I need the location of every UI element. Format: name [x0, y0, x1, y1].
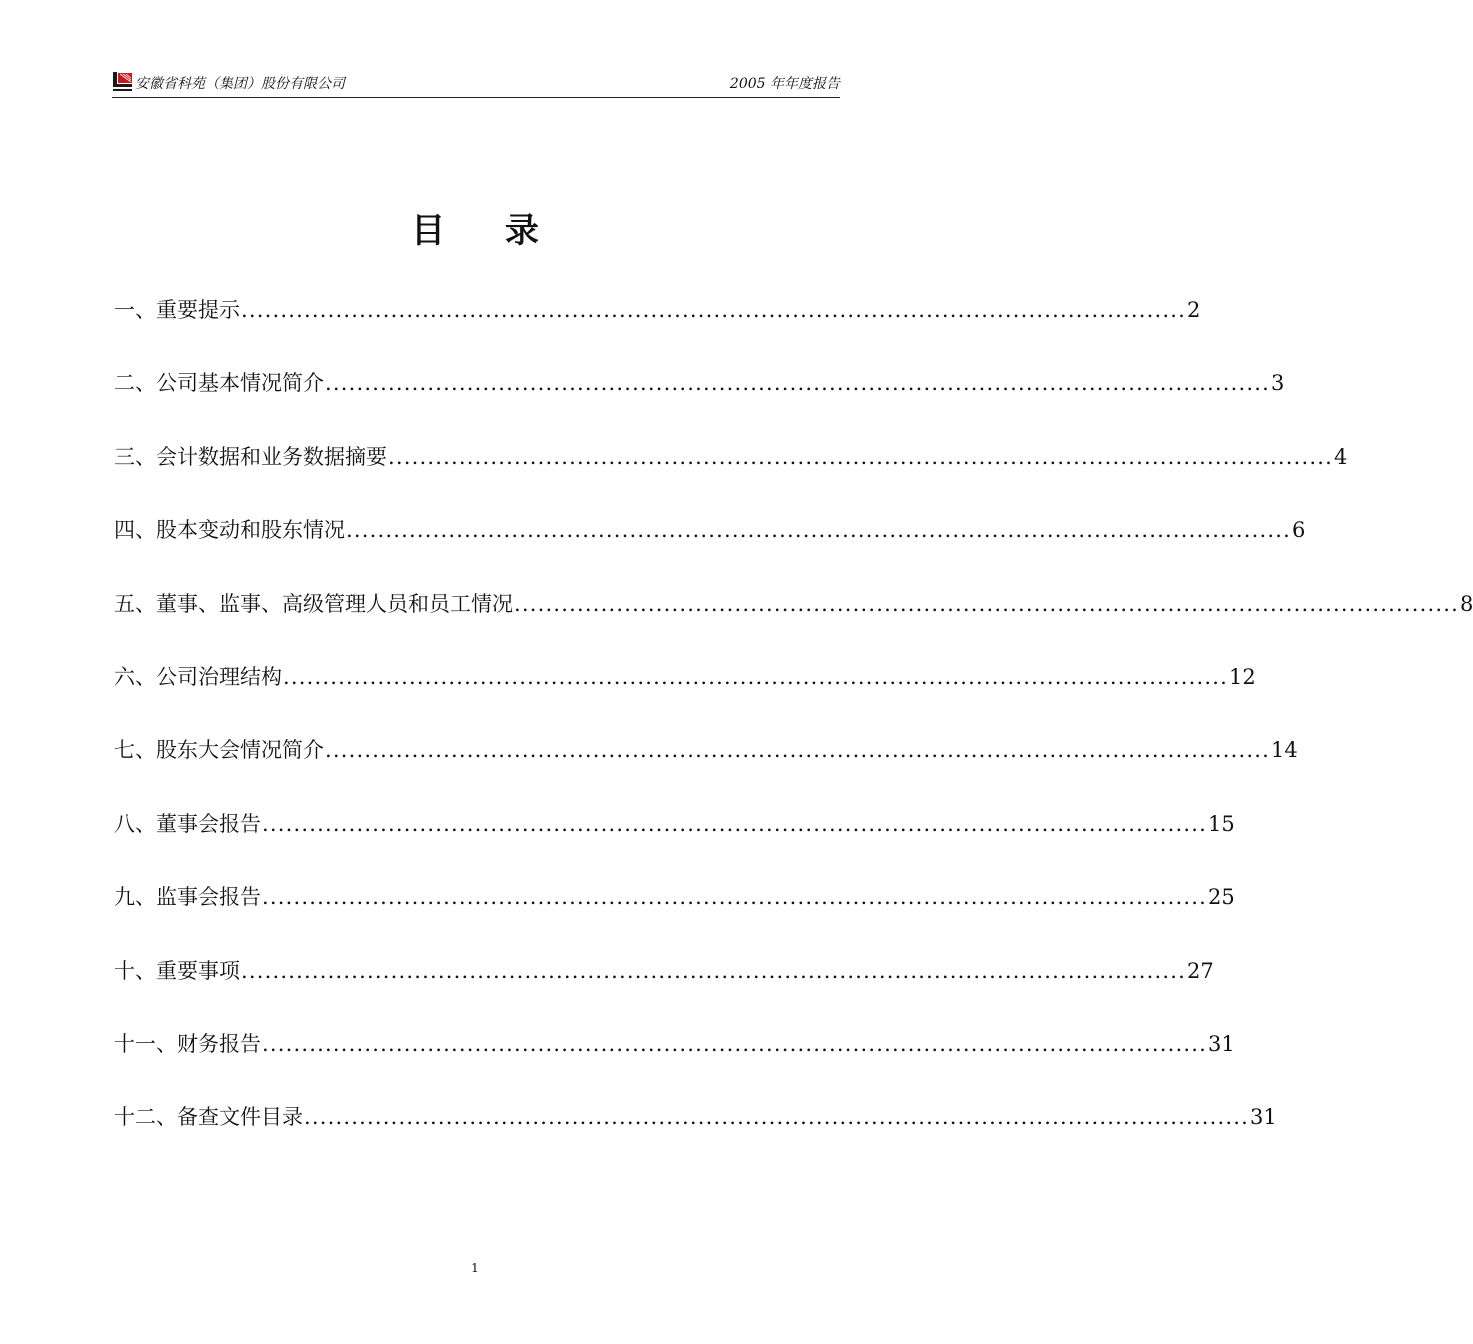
toc-entry-page: 8 — [1460, 591, 1473, 616]
report-title: 2005 年年度报告 — [729, 76, 840, 92]
toc-entry-label: 九、监事会报告 — [114, 885, 261, 910]
toc-leader-dots: ........................................................................................................................ — [325, 738, 1271, 763]
page-header — [112, 70, 840, 96]
toc-entry[interactable] — [114, 437, 1348, 510]
toc-entry[interactable] — [114, 1097, 1277, 1170]
toc-leader-dots: ........................................................................................................................ — [262, 885, 1208, 910]
page-title: 目 录 — [411, 211, 563, 251]
toc-entry-label: 六、公司治理结构 — [114, 664, 282, 689]
toc-entry[interactable] — [114, 584, 1473, 657]
toc-entry-label: 八、董事会报告 — [114, 811, 261, 836]
header-divider — [112, 97, 840, 98]
toc-entry-page: 6 — [1292, 518, 1306, 543]
toc-entry[interactable] — [114, 951, 1214, 1024]
toc-leader-dots: ........................................................................................................................ — [514, 591, 1460, 616]
toc-entry-page: 25 — [1208, 885, 1235, 910]
toc-entry-label: 十、重要事项 — [114, 958, 240, 983]
toc-entry-page: 3 — [1271, 371, 1285, 396]
toc-entry-page: 31 — [1250, 1105, 1277, 1130]
toc-entry-label: 二、公司基本情况简介 — [114, 371, 324, 396]
toc-entry-page: 4 — [1334, 444, 1348, 469]
toc-entry[interactable] — [114, 804, 1235, 877]
toc-entry[interactable] — [114, 510, 1306, 583]
toc-entry[interactable] — [114, 877, 1235, 950]
toc-entry-page: 15 — [1208, 811, 1235, 836]
toc-leader-dots: ........................................................................................................................ — [262, 811, 1208, 836]
toc-entry-page: 31 — [1208, 1031, 1235, 1056]
toc-leader-dots: ........................................................................................................................ — [262, 1031, 1208, 1056]
toc-entry-page: 12 — [1229, 664, 1256, 689]
toc-entry-label: 三、会计数据和业务数据摘要 — [114, 444, 387, 469]
toc-entry[interactable] — [114, 730, 1298, 803]
toc-entry-label: 十二、备查文件目录 — [114, 1105, 303, 1130]
company-logo-icon — [112, 71, 133, 93]
toc-leader-dots: ........................................................................................................................ — [304, 1105, 1250, 1130]
toc-entry[interactable] — [114, 363, 1285, 436]
toc-leader-dots: ........................................................................................................................ — [241, 958, 1187, 983]
toc-entry-label: 四、股本变动和股东情况 — [114, 518, 345, 543]
toc-leader-dots: ........................................................................................................................ — [283, 664, 1229, 689]
toc-entry-page: 2 — [1187, 298, 1201, 322]
table-of-contents — [114, 290, 1473, 1171]
toc-entry-label: 七、股东大会情况简介 — [114, 738, 324, 763]
toc-entry[interactable] — [114, 1024, 1235, 1097]
toc-leader-dots: ........................................................................................................................ — [388, 444, 1334, 469]
company-name: 安徽省科苑（集团）股份有限公司 — [135, 76, 345, 92]
toc-entry-page: 27 — [1187, 958, 1214, 983]
toc-entry[interactable] — [114, 290, 1201, 363]
toc-entry-label: 五、董事、监事、高级管理人员和员工情况 — [114, 591, 513, 616]
toc-leader-dots: ........................................................................................................................ — [241, 298, 1187, 322]
toc-entry-label: 十一、财务报告 — [114, 1031, 261, 1056]
toc-leader-dots: ........................................................................................................................ — [346, 518, 1292, 543]
toc-leader-dots: ........................................................................................................................ — [325, 371, 1271, 396]
page-number: 1 — [471, 1261, 479, 1275]
toc-entry-page: 14 — [1271, 738, 1298, 763]
toc-entry[interactable] — [114, 657, 1256, 730]
toc-entry-label: 一、重要提示 — [114, 298, 240, 322]
